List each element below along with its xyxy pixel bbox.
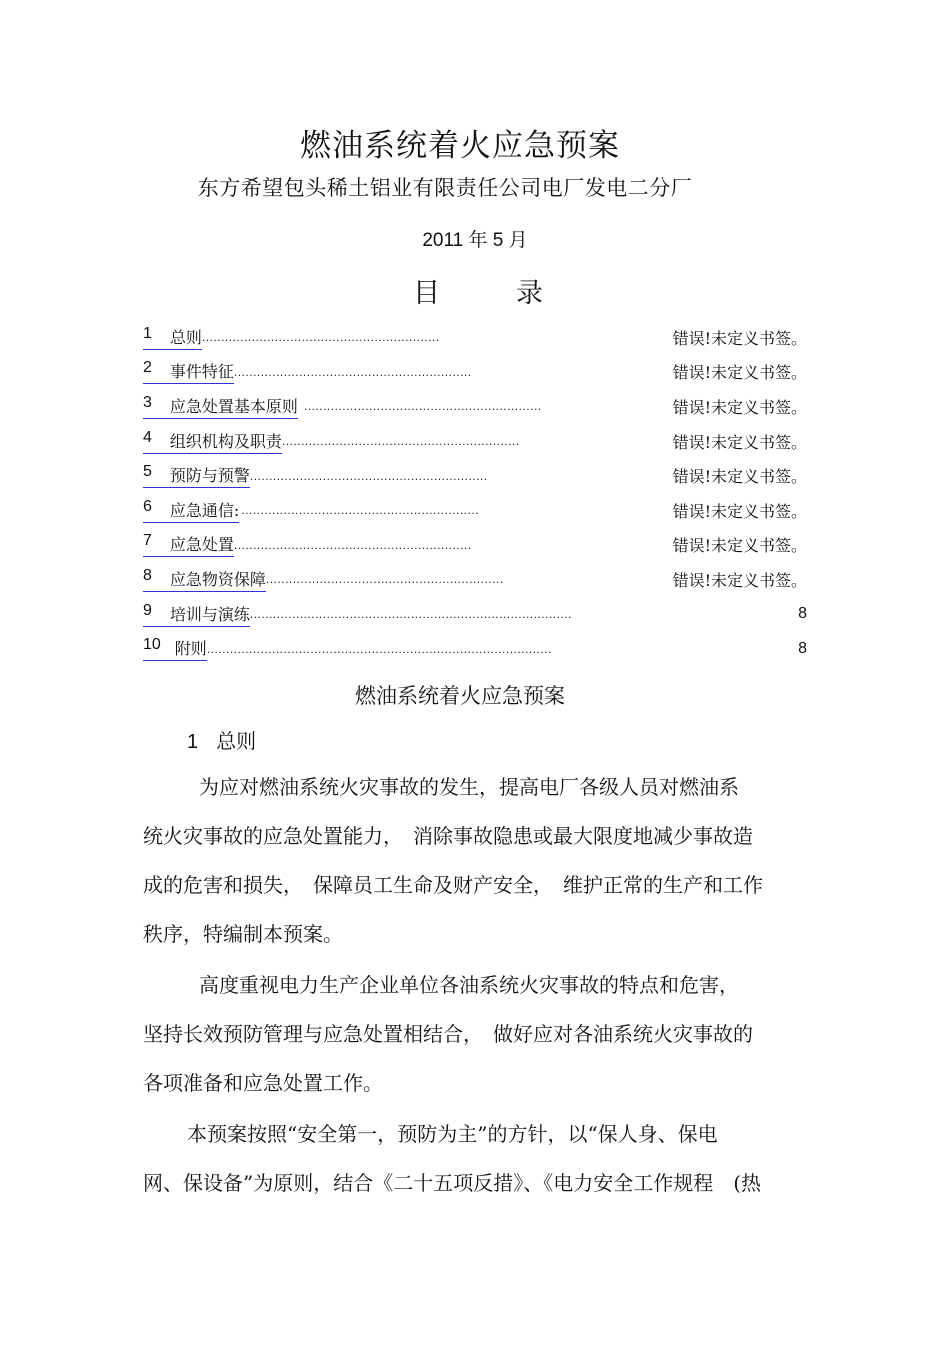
toc-link[interactable]: [143, 325, 202, 350]
paragraph-line: 成的危害和损失， 保障员工生命及财产安全， 维护正常的生产和工作: [143, 873, 763, 897]
toc-leader: ..............................................................: [233, 364, 472, 379]
toc-page: 错误!未定义书签。: [672, 328, 807, 348]
toc-link[interactable]: [143, 463, 250, 488]
toc-number: 8: [143, 566, 152, 584]
toc-link[interactable]: [143, 532, 234, 557]
toc-item[interactable]: [143, 389, 807, 424]
toc-label: 应急处置: [169, 535, 234, 555]
toc-number: 3: [143, 393, 152, 411]
document-title: 燃油系统着火应急预案: [300, 128, 620, 164]
toc-page: 错误!未定义书签。: [672, 536, 807, 556]
toc-item[interactable]: [143, 631, 807, 666]
toc-leader: ....................................................................................: [249, 607, 572, 622]
toc-item[interactable]: [143, 458, 807, 493]
toc-number: 10: [143, 636, 161, 654]
section-title: 总则: [216, 729, 257, 753]
toc-label: 总则: [169, 327, 202, 347]
toc-leader: ..............................................................: [281, 434, 520, 449]
toc-leader: ..............................................................: [249, 468, 488, 483]
toc-link[interactable]: [143, 498, 239, 523]
toc-number: 4: [143, 428, 152, 446]
paragraph-line: 统火灾事故的应急处置能力， 消除事故隐患或最大限度地减少事故造: [143, 824, 753, 848]
toc-label: 应急通信:: [169, 500, 240, 520]
toc-link[interactable]: [143, 394, 298, 419]
toc-number: 9: [143, 601, 152, 619]
section-heading: [187, 725, 256, 754]
toc-leader: ..............................................................: [265, 572, 504, 587]
paragraph-line: 本预案按照“安全第一，预防为主”的方针，以“保人身、保电: [187, 1122, 718, 1146]
toc-label: 培训与演练: [169, 604, 250, 624]
toc-leader: ..............................................................: [233, 537, 472, 552]
toc-leader: ..............................................................: [241, 503, 480, 518]
paragraph: [143, 961, 808, 1108]
toc-page: 错误!未定义书签。: [672, 467, 807, 487]
paragraph-line: 各项准备和应急处置工作。: [143, 1071, 383, 1095]
document-date: 2011 年 5 月: [422, 230, 528, 251]
toc-page: 错误!未定义书签。: [672, 363, 807, 383]
paragraph-line: 网、保设备”为原则，结合《二十五项反措》、《电力安全工作规程 (热: [143, 1171, 762, 1195]
organization-name: 东方希望包头稀土铝业有限责任公司电厂发电二分厂: [197, 176, 693, 200]
toc-label: 事件特征: [169, 362, 234, 382]
toc-leader: ..............................................................: [201, 330, 440, 345]
toc-page: 8: [798, 639, 807, 657]
toc-number: 5: [143, 463, 152, 481]
toc-number: 6: [143, 497, 152, 515]
toc-link[interactable]: [143, 636, 207, 661]
toc-item[interactable]: [143, 424, 807, 459]
toc-link[interactable]: [143, 429, 282, 454]
section-number: 1: [187, 731, 199, 753]
paragraph-line: 坚持长效预防管理与应急处置相结合， 做好应对各油系统火灾事故的: [143, 1022, 753, 1046]
paragraph: [143, 763, 808, 959]
paragraph-line: 秩序，特编制本预案。: [143, 922, 343, 946]
toc-number: 1: [143, 324, 152, 342]
toc-label: 应急物资保障: [169, 569, 266, 589]
toc-page: 错误!未定义书签。: [672, 570, 807, 590]
toc-page: 错误!未定义书签。: [672, 397, 807, 417]
paragraph-line: 高度重视电力生产企业单位各油系统火灾事故的特点和危害，: [199, 973, 739, 997]
toc-page: 8: [798, 605, 807, 623]
toc-label: 附则: [174, 639, 207, 659]
toc-item[interactable]: [143, 320, 807, 355]
toc-label: 应急处置基本原则: [169, 396, 298, 416]
toc-number: 7: [143, 532, 152, 550]
toc-link[interactable]: [143, 567, 266, 592]
toc-link[interactable]: [143, 359, 234, 384]
toc-item[interactable]: [143, 493, 807, 528]
toc-label: 预防与预警: [169, 466, 250, 486]
toc-page: 错误!未定义书签。: [672, 501, 807, 521]
toc-item[interactable]: [143, 597, 807, 632]
paragraph-line: 为应对燃油系统火灾事故的发生，提高电厂各级人员对燃油系: [199, 775, 739, 799]
toc-label: 组织机构及职责: [169, 431, 282, 451]
paragraph: [143, 1110, 808, 1208]
toc-item[interactable]: [143, 355, 807, 390]
toc-page: 错误!未定义书签。: [672, 432, 807, 452]
table-of-contents: [143, 320, 807, 666]
toc-item[interactable]: [143, 528, 807, 563]
toc-leader: ..............................................................: [303, 399, 542, 414]
toc-leader: ..........................................................................................: [206, 641, 552, 656]
toc-item[interactable]: [143, 562, 807, 597]
body-subtitle: 燃油系统着火应急预案: [355, 684, 565, 708]
toc-number: 2: [143, 359, 152, 377]
toc-heading: 目录: [413, 278, 619, 309]
toc-link[interactable]: [143, 602, 250, 627]
